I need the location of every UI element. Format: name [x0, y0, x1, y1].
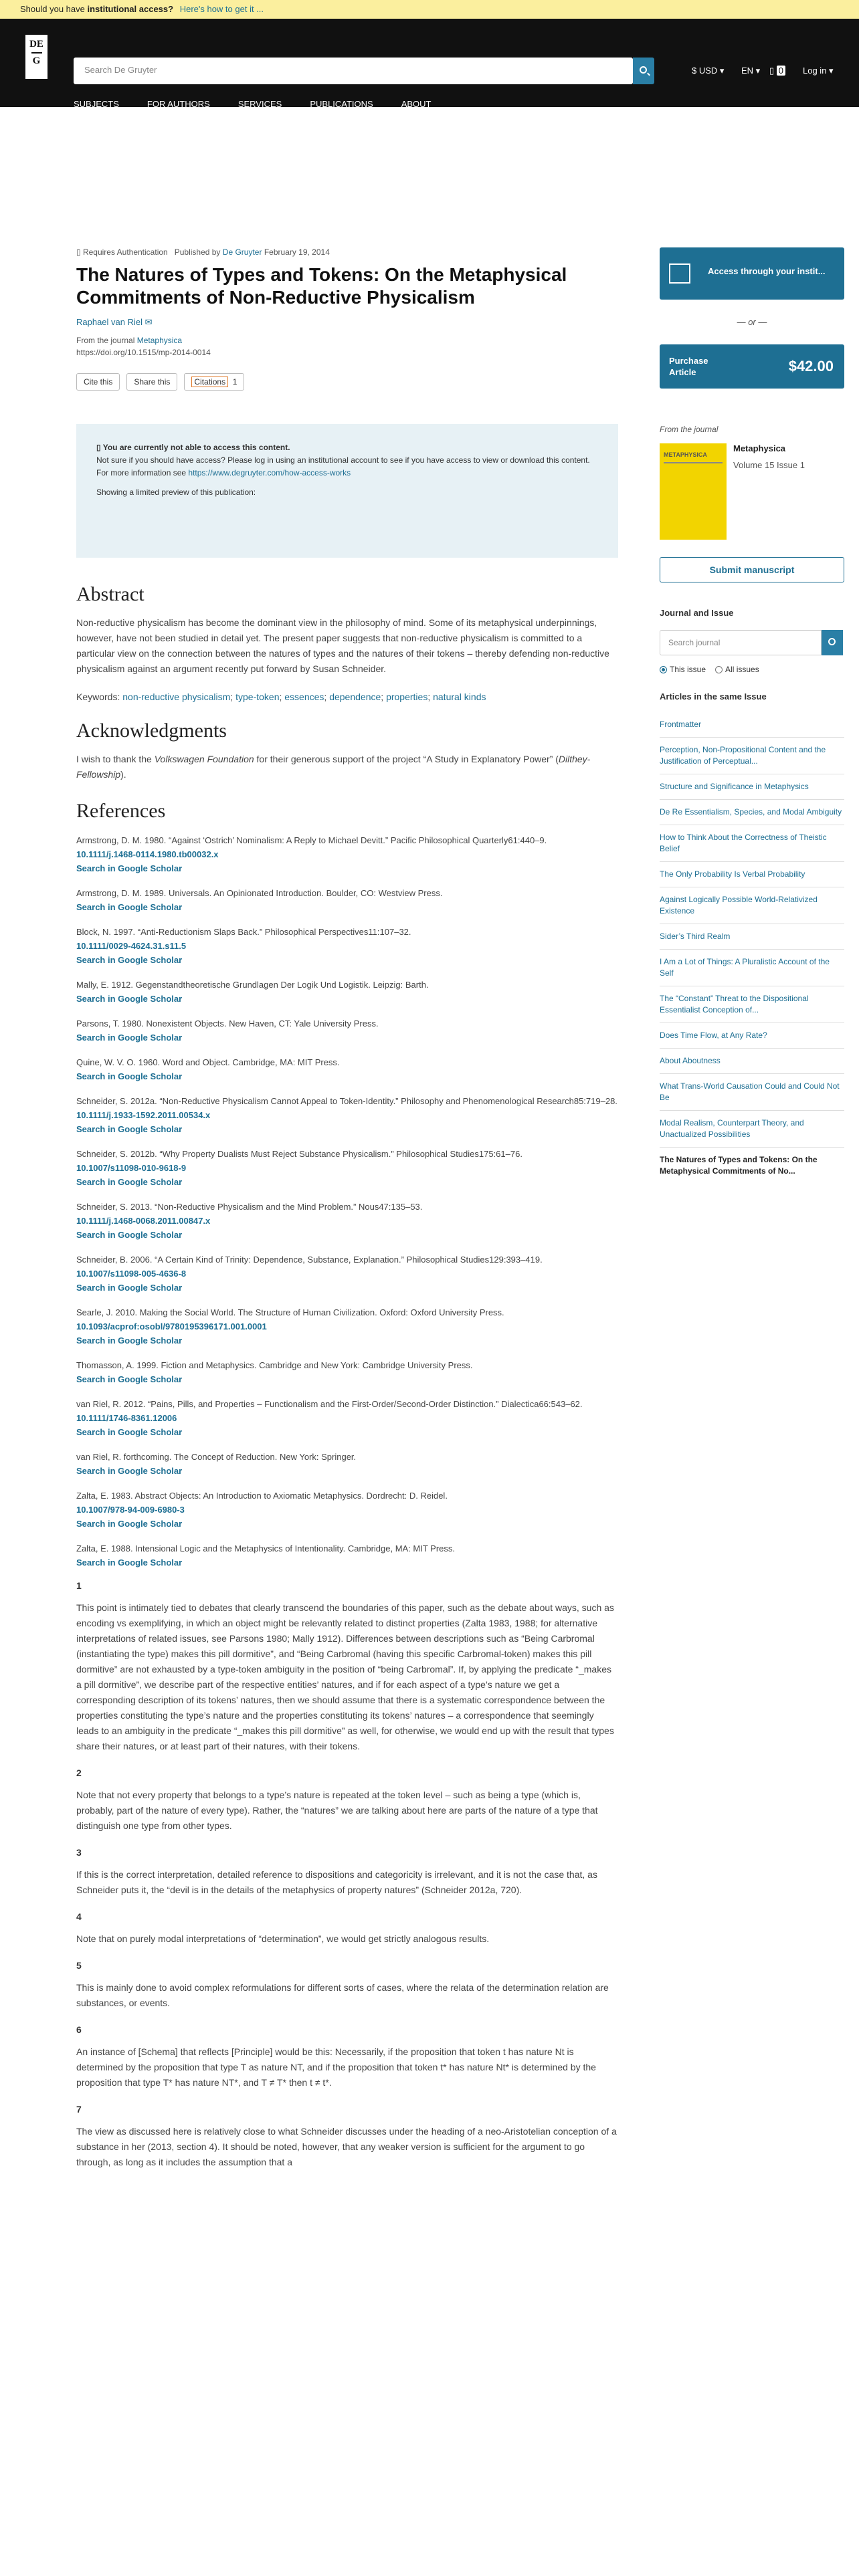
same-issue-article[interactable]: De Re Essentialism, Species, and Modal Ambiguity — [660, 800, 844, 825]
google-scholar-link[interactable]: Search in Google Scholar — [76, 1071, 183, 1081]
reference-text: Quine, W. V. O. 1960. Word and Object. Cambridge, MA: MIT Press. — [76, 1057, 340, 1067]
submit-manuscript-button[interactable]: Submit manuscript — [660, 557, 844, 582]
main-nav — [74, 99, 432, 109]
reference-doi-link[interactable]: 10.1007/s11098-005-4636-8 — [76, 1269, 187, 1279]
reference-text: van Riel, R. 2012. “Pains, Pills, and Properties – Functionalism and the First-Order/Second-Order Distinction.” Dialectica66:543–62. — [76, 1399, 583, 1409]
footnote-text: This point is intimately tied to debates that clearly transcend the boundaries of this paper, such as the debate about ways, such as encoding vs exemplifying, in which an object might be relevantly related to distinct properties (Zalta 1983, 1988; for alternative interpretations of related issues, see Parsons 1980; Mally 1912). Differences between descriptions such as “Being Carbromal (instantiating the type) makes this pill dormitive”, and “Being Carbromal (having this specific Carbromal-token) makes this pill dormitive” are not exhausted by a type-token ambiguity in the position of “being Carbromal”. If, by applying the predicate “_makes a pill dormitive”, we describe part of the respective entities’ natures, and if for each aspect of a type’s nature we get a corresponding description of its tokens’ natures, then we should assume that there is a systematic correspondence between the properties constituting the type’s nature and the properties constituting its tokens’ natures – a correspondence that seemingly leads to an ambiguity in the predicate “_makes this pill dormitive” as well, for otherwise, we would end up with the result that types share their natures, or at least part of their natures, with their tokens. — [76, 1602, 614, 1751]
reference-item — [76, 886, 618, 914]
reference-doi-link[interactable]: 10.1111/1746-8361.12006 — [76, 1413, 177, 1423]
radio-all-issues[interactable]: All issues — [715, 665, 759, 674]
institutional-access-banner — [0, 0, 859, 19]
reference-item — [76, 1147, 618, 1189]
reference-doi-link[interactable]: 10.1093/acprof:osobl/9780195396171.001.0001 — [76, 1321, 267, 1331]
cart-button[interactable]: ▯ 0 — [769, 66, 785, 76]
same-issue-article[interactable]: How to Think About the Correctness of Theistic Belief — [660, 825, 844, 862]
reference-item — [76, 1450, 618, 1478]
reference-item — [76, 1253, 618, 1295]
keyword-link[interactable]: essences — [284, 691, 324, 702]
degruyter-logo[interactable] — [25, 35, 47, 79]
reference-text: Mally, E. 1912. Gegenstandtheoretische Grundlagen Der Logik Und Logistik. Leipzig: Barth. — [76, 980, 429, 990]
cart-icon: ▯ — [769, 66, 775, 76]
keyword-link[interactable]: natural kinds — [433, 691, 486, 702]
reference-item — [76, 1094, 618, 1136]
google-scholar-link[interactable]: Search in Google Scholar — [76, 955, 183, 965]
same-issue-article[interactable]: Structure and Significance in Metaphysics — [660, 774, 844, 800]
same-issue-article[interactable]: Frontmatter — [660, 712, 844, 738]
footnote-number: 1 — [76, 1580, 82, 1591]
reference-text: Armstrong, D. M. 1980. “Against ‘Ostrich’ Nominalism: A Reply to Michael Devitt.” Pacific Philosophical Quarterly61:440–9. — [76, 835, 547, 845]
access-info-link[interactable]: https://www.degruyter.com/how-access-works — [188, 468, 351, 477]
google-scholar-link[interactable]: Search in Google Scholar — [76, 1283, 183, 1293]
footnote-text: This is mainly done to avoid complex reformulations for different sorts of cases, where the relata of the determination relation are substances, or events. — [76, 1982, 609, 2008]
footnote-number: 3 — [76, 1847, 82, 1858]
journal-search-input[interactable]: Search journal — [660, 630, 822, 655]
google-scholar-link[interactable]: Search in Google Scholar — [76, 863, 183, 873]
footnote-number: 6 — [76, 2024, 82, 2035]
info-icon: ▯ — [96, 443, 103, 452]
same-issue-article[interactable]: What Trans-World Causation Could and Could Not Be — [660, 1074, 844, 1111]
footnote-text: The view as discussed here is relatively close to what Schneider discusses under the heading of a neo-Aristotelian conception of a substance in her (2013, section 4). It should be noted, however, that any weaker version is sufficient for the argument to go through, as long as it includes the assumption that a — [76, 2126, 617, 2167]
google-scholar-link[interactable]: Search in Google Scholar — [76, 1374, 183, 1384]
reference-list — [76, 833, 618, 1570]
reference-text: Schneider, S. 2013. “Non-Reductive Physicalism and the Mind Problem.” Nous47:135–53. — [76, 1202, 423, 1212]
banner-link[interactable]: Here's how to get it ... — [179, 4, 264, 14]
reference-text: Schneider, B. 2006. “A Certain Kind of Trinity: Dependence, Substance, Explanation.” Philosophical Studies129:393–419. — [76, 1255, 543, 1265]
reference-text: Parsons, T. 1980. Nonexistent Objects. New Haven, CT: Yale University Press. — [76, 1018, 379, 1029]
access-heading: ▯ You are currently not able to access this content. — [96, 443, 290, 452]
publication-date: February 19, 2014 — [264, 247, 330, 257]
google-scholar-link[interactable]: Search in Google Scholar — [76, 902, 183, 912]
keyword-link[interactable]: properties — [386, 691, 428, 702]
abstract-heading: Abstract — [76, 583, 145, 605]
logo-top: DE — [29, 39, 43, 49]
price: $42.00 — [788, 358, 834, 374]
reference-text: Thomasson, A. 1999. Fiction and Metaphysics. Cambridge and New York: Cambridge University Press. — [76, 1360, 473, 1370]
same-issue-article[interactable]: The Only Probability Is Verbal Probability — [660, 862, 844, 887]
access-line1: Not sure if you should have access? Please log in using an institutional account to see if you have access to view or download this content. — [96, 455, 590, 465]
footnote-text: Note that not every property that belongs to a type’s nature is repeated at the token level – such as being a type (which is, probably, part of the nature of every type). Rather, the “natures” we are talking about here are parts of the nature of a type that distinguish one type from other types. — [76, 1790, 598, 1831]
footnote-list — [76, 1580, 618, 2170]
same-issue-article[interactable]: Does Time Flow, at Any Rate? — [660, 1023, 844, 1049]
reference-item — [76, 833, 618, 875]
reference-text: van Riel, R. forthcoming. The Concept of Reduction. New York: Springer. — [76, 1452, 357, 1462]
google-scholar-link[interactable]: Search in Google Scholar — [76, 994, 183, 1004]
google-scholar-link[interactable]: Search in Google Scholar — [76, 1519, 183, 1529]
article-meta — [76, 247, 618, 257]
published-by-label: Published by — [174, 247, 221, 257]
login-button[interactable]: Log in ▾ — [803, 66, 834, 76]
site-search-button[interactable] — [633, 58, 654, 84]
site-search-input[interactable]: Search De Gruyter — [74, 58, 633, 84]
same-issue-list — [660, 712, 844, 1184]
or-divider: — or — — [737, 317, 767, 327]
institution-icon — [669, 263, 690, 284]
same-issue-article[interactable]: Perception, Non-Propositional Content and the Justification of Perceptual... — [660, 738, 844, 774]
publisher-link[interactable]: De Gruyter — [222, 247, 262, 257]
reference-text: Zalta, E. 1983. Abstract Objects: An Introduction to Axiomatic Metaphysics. Dordrecht: D. Reidel. — [76, 1491, 448, 1501]
footnote-text: Note that on purely modal interpretations of “determination”, we would get strictly analogous results. — [76, 1933, 490, 1944]
access-notice — [76, 424, 618, 558]
same-issue-article[interactable]: Sider’s Third Realm — [660, 924, 844, 950]
reference-doi-link[interactable]: 10.1111/0029-4624.31.s11.5 — [76, 941, 187, 951]
article-title: The Natures of Types and Tokens: On the Metaphysical Commitments of Non-Reductive Physicalism — [76, 264, 567, 308]
reference-doi-link[interactable]: 10.1111/j.1468-0114.1980.tb00032.x — [76, 849, 219, 859]
cite-button[interactable]: Cite this — [76, 373, 120, 391]
keywords: Keywords: non-reductive physicalism; type-token; essences; dependence; properties; natural kinds — [76, 691, 486, 702]
email-icon: ✉ — [145, 317, 153, 327]
reference-doi-link[interactable]: 10.1007/978-94-009-6980-3 — [76, 1505, 185, 1515]
citations-badge[interactable]: Citations 1 — [184, 373, 244, 391]
nav-about[interactable]: ABOUT — [401, 99, 432, 109]
reference-item — [76, 1358, 618, 1386]
keyword-link[interactable]: type-token — [235, 691, 280, 702]
journal-volume[interactable]: Volume 15 Issue 1 — [733, 460, 805, 470]
reference-item — [76, 1305, 618, 1348]
reference-item — [76, 1489, 618, 1531]
reference-doi-link[interactable]: 10.1111/j.1933-1592.2011.00534.x — [76, 1110, 211, 1120]
search-icon — [828, 638, 836, 645]
same-issue-heading: Articles in the same Issue — [660, 691, 767, 702]
reference-text: Schneider, S. 2012a. “Non-Reductive Physicalism Cannot Appeal to Token-Identity.” Philosophy and Phenomenological Research85:719–28. — [76, 1096, 617, 1106]
journal-search-button[interactable] — [822, 630, 843, 655]
footnote-number: 2 — [76, 1767, 82, 1778]
banner-prefix: Should you have — [20, 4, 85, 14]
nav-services[interactable]: SERVICES — [237, 99, 282, 109]
google-scholar-link[interactable]: Search in Google Scholar — [76, 1427, 183, 1437]
reference-item — [76, 925, 618, 967]
reference-text: Schneider, S. 2012b. “Why Property Dualists Must Reject Substance Physicalism.” Philosophical Studies175:61–76. — [76, 1149, 522, 1159]
google-scholar-link[interactable]: Search in Google Scholar — [76, 1230, 183, 1240]
keyword-link[interactable]: dependence — [329, 691, 381, 702]
google-scholar-link[interactable]: Search in Google Scholar — [76, 1177, 183, 1187]
footnote-number: 4 — [76, 1911, 82, 1922]
institution-access-button[interactable]: Access through your instit... — [660, 247, 844, 300]
same-issue-article[interactable]: The “Constant” Threat to the Dispositional Essentialist Conception of... — [660, 986, 844, 1023]
reference-text: Zalta, E. 1988. Intensional Logic and the Metaphysics of Intentionality. Cambridge, MA: MIT Press. — [76, 1543, 456, 1553]
google-scholar-link[interactable]: Search in Google Scholar — [76, 1033, 183, 1043]
journal-cover[interactable]: METAPHYSICA — [660, 443, 727, 540]
nav-subjects[interactable]: SUBJECTS — [74, 99, 119, 109]
search-icon — [640, 66, 647, 74]
from-the-journal-label: From the journal — [660, 425, 719, 434]
purchase-article-button[interactable]: Purchase Article $42.00 — [660, 344, 844, 389]
journal-name[interactable]: Metaphysica — [733, 443, 786, 453]
access-line2: For more information see https://www.degruyter.com/how-access-works — [96, 468, 351, 477]
reference-text: Armstrong, D. M. 1989. Universals. An Opinionated Introduction. Boulder, CO: Westview Press. — [76, 888, 443, 898]
reference-text: Searle, J. 2010. Making the Social World. The Structure of Human Civilization. Oxford: Oxford University Press. — [76, 1307, 504, 1317]
google-scholar-link[interactable]: Search in Google Scholar — [76, 1466, 183, 1476]
language-selector[interactable]: EN ▾ — [741, 66, 761, 76]
reference-item — [76, 1397, 618, 1439]
abstract-text: Non-reductive physicalism has become the dominant view in the philosophy of mind. Some of its metaphysical underpinnings, however, have not been studied in detail yet. The present paper suggests that non-reductive physicalism is committed to a particular view on the connection between the natures of types and the natures of their tokens – thereby defending non-reductive physicalism against an argument recently put forward by Susan Schneider. — [76, 617, 609, 674]
google-scholar-link[interactable]: Search in Google Scholar — [76, 1124, 183, 1134]
lock-icon: ▯ — [76, 247, 81, 257]
share-button[interactable]: Share this — [126, 373, 177, 391]
footnote-number: 7 — [76, 2104, 82, 2115]
reference-item — [76, 1200, 618, 1242]
banner-bold: institutional access? — [87, 4, 174, 14]
journal-link[interactable]: Metaphysica — [136, 336, 183, 345]
nav-publications[interactable]: PUBLICATIONS — [310, 99, 373, 109]
same-issue-article[interactable]: Against Logically Possible World-Relativized Existence — [660, 887, 844, 924]
article-main — [76, 247, 618, 2183]
footnote-text: If this is the correct interpretation, detailed reference to dispositions and categoricity is irrelevant, and it is not the case that, as Schneider puts it, the “devil is in the details of the metaphysics of property natures” (Schneider 2012a, 720). — [76, 1869, 597, 1895]
google-scholar-link[interactable]: Search in Google Scholar — [76, 1335, 183, 1346]
logo-bottom: G — [32, 56, 41, 66]
same-issue-article[interactable]: I Am a Lot of Things: A Pluralistic Account of the Self — [660, 950, 844, 986]
journal-card — [660, 443, 844, 540]
currency-selector[interactable]: $ USD ▾ — [692, 66, 725, 76]
same-issue-article[interactable]: Modal Realism, Counterpart Theory, and Unactualized Possibilities — [660, 1111, 844, 1148]
acknowledgments-text: I wish to thank the Volkswagen Foundation for their generous support of the project “A Study in Explanatory Power” (Dilthey-Fellowship). — [76, 754, 591, 780]
author-link[interactable]: Raphael van Riel ✉ — [76, 317, 153, 327]
keyword-link[interactable]: non-reductive physicalism — [122, 691, 231, 702]
reference-item — [76, 1055, 618, 1083]
from-journal: From the journal Metaphysica — [76, 336, 183, 345]
acknowledgments-heading: Acknowledgments — [76, 720, 227, 742]
radio-this-issue[interactable]: This issue — [660, 665, 706, 674]
sidebar — [660, 247, 844, 1184]
same-issue-article[interactable]: About Aboutness — [660, 1049, 844, 1074]
google-scholar-link[interactable]: Search in Google Scholar — [76, 1558, 183, 1568]
reference-doi-link[interactable]: 10.1007/s11098-010-9618-9 — [76, 1163, 187, 1173]
keywords-label: Keywords: — [76, 691, 120, 702]
reference-item — [76, 1541, 618, 1570]
footnote-number: 5 — [76, 1960, 82, 1971]
doi: https://doi.org/10.1515/mp-2014-0014 — [76, 348, 211, 357]
reference-item — [76, 1016, 618, 1045]
references-heading: References — [76, 800, 166, 822]
reference-item — [76, 978, 618, 1006]
reference-text: Block, N. 1997. “Anti-Reductionism Slaps Back.” Philosophical Perspectives11:107–32. — [76, 927, 411, 937]
preview-note: Showing a limited preview of this publication: — [96, 488, 256, 497]
same-issue-article[interactable]: The Natures of Types and Tokens: On the Metaphysical Commitments of No... — [660, 1155, 818, 1176]
journal-issue-heading: Journal and Issue — [660, 608, 734, 618]
footnote-text: An instance of [Schema] that reflects [Principle] would be this: Necessarily, if the proposition that token t has nature Nt is determined by the proposition that type T as nature NT, and if the proposition that token t* has nature Nt* is determined by the proposition that type T* has nature NT*, and T ≠ T* then t ≠ t*. — [76, 2046, 596, 2088]
requires-auth: Requires Authentication — [82, 247, 168, 257]
reference-doi-link[interactable]: 10.1111/j.1468-0068.2011.00847.x — [76, 1216, 211, 1226]
site-header — [0, 19, 859, 107]
nav-for-authors[interactable]: FOR AUTHORS — [147, 99, 210, 109]
